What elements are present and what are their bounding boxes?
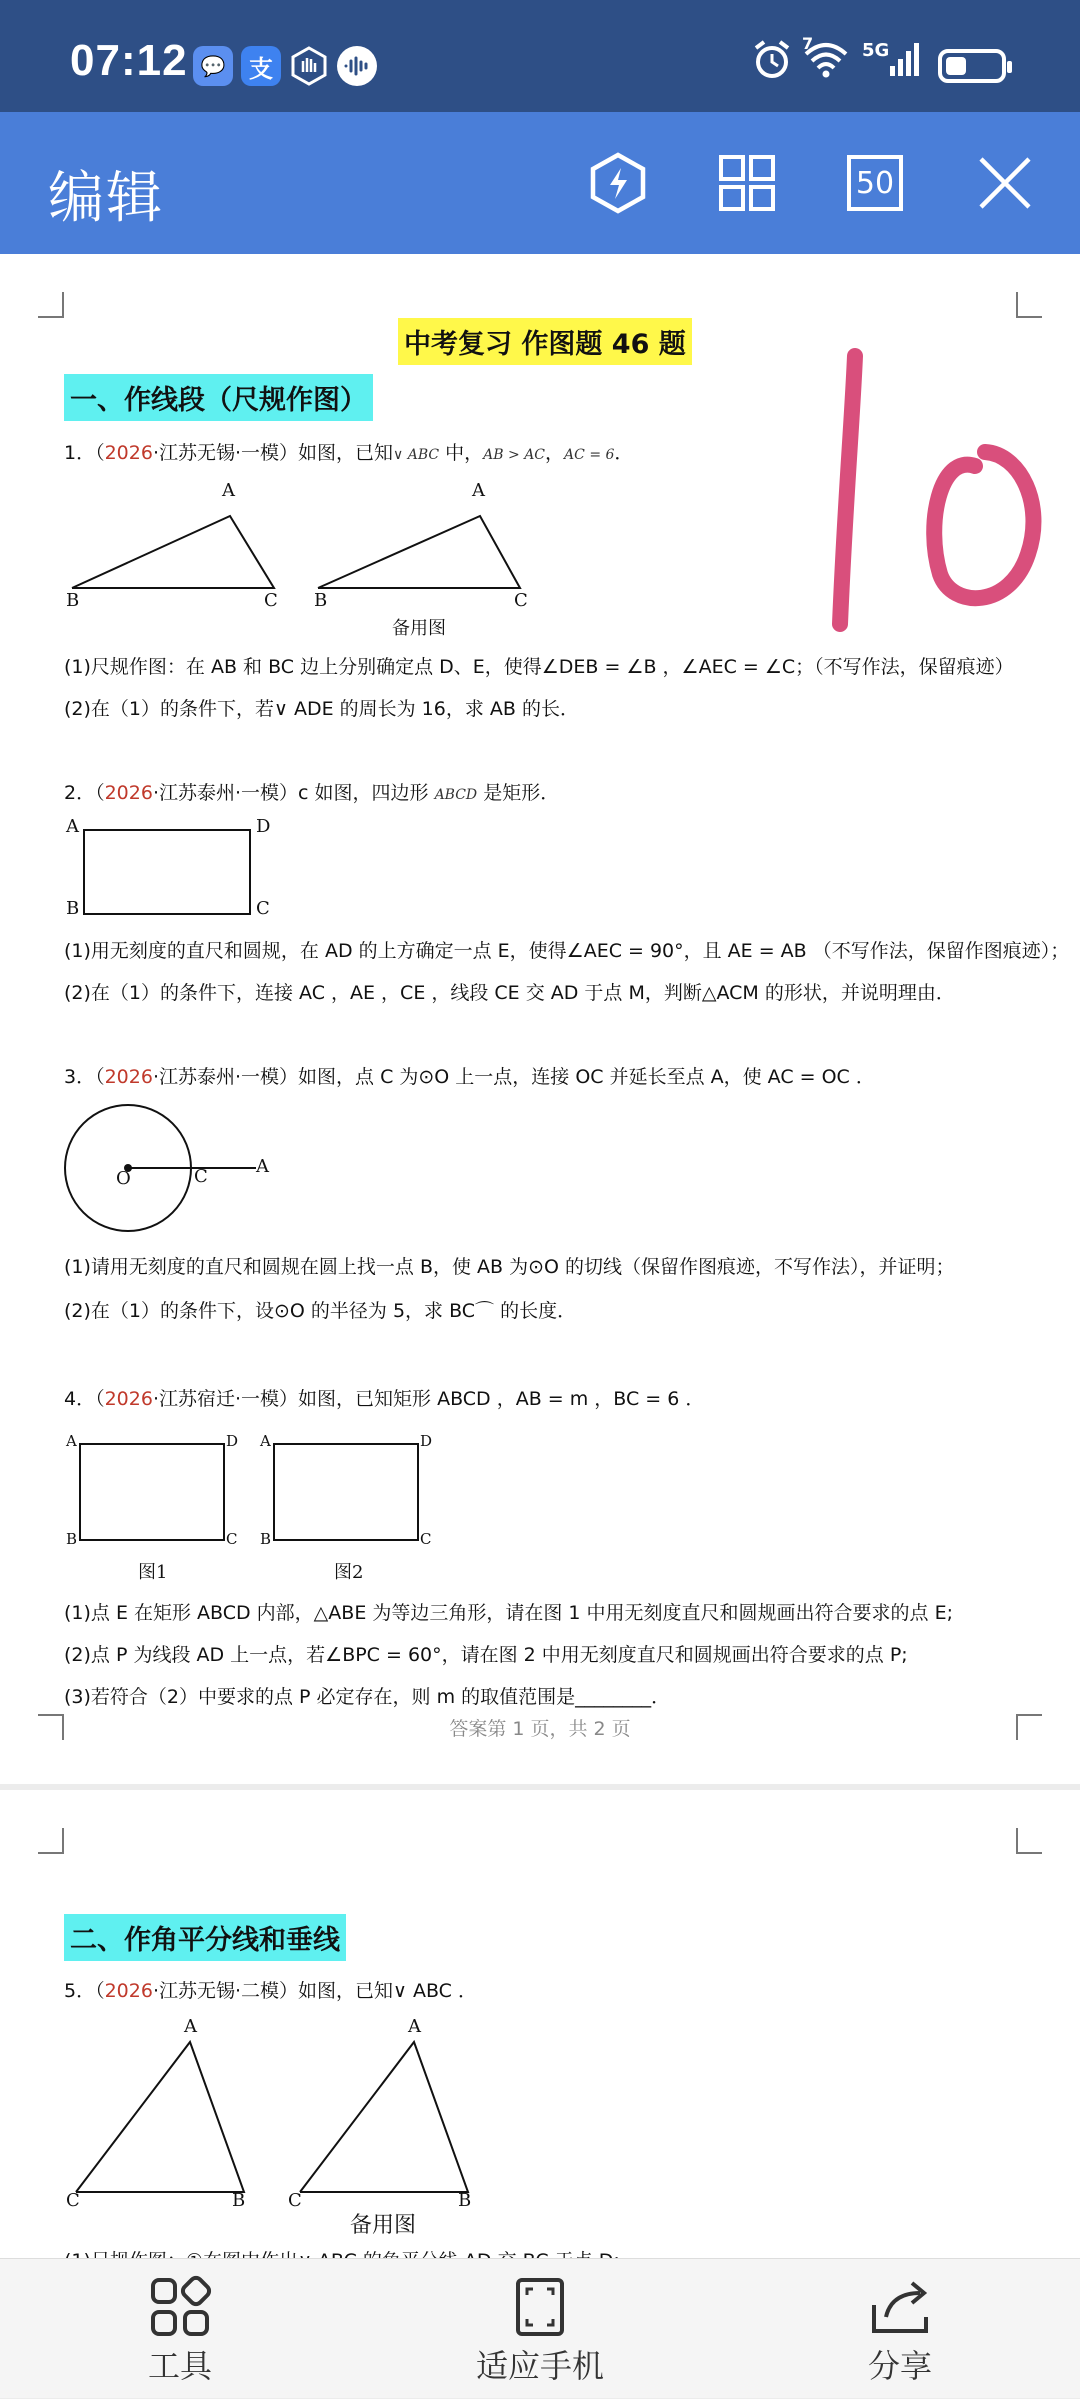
status-time: 07:12	[70, 36, 188, 85]
question-1: 1．（2026·江苏无锡·一模）如图，已知∨ ABC 中，AB > AC，AC = 6．	[64, 442, 634, 464]
share-label: 分享	[867, 2347, 932, 2385]
question-2-part-2: (2)在（1）的条件下，连接 AC ，AE ，CE ，线段 CE 交 AD 于点 M，判断△ACM 的形状，并说明理由．	[64, 982, 955, 1004]
page-corner-mark	[38, 1828, 64, 1854]
q3-circle-figure	[60, 1104, 280, 1244]
vertex-label: A	[222, 480, 235, 501]
messages-app-icon: 💬	[193, 46, 233, 86]
page-corner-mark	[38, 1714, 64, 1740]
page-count-box	[847, 155, 903, 211]
question-4-part-3: (3)若符合（2）中要求的点 P 必定存在，则 m 的取值范围是________．	[64, 1686, 671, 1708]
vertex-label: B	[232, 2190, 246, 2211]
vertex-label: A	[408, 2016, 421, 2037]
tools-label: 工具	[147, 2347, 212, 2385]
vertex-label: D	[420, 1432, 433, 1450]
page-title: 编辑	[48, 166, 164, 231]
tools-icon	[150, 2277, 210, 2337]
figure-caption: 图1	[138, 1562, 168, 1583]
vertex-label: A	[66, 1432, 77, 1450]
figure-caption: 备用图	[392, 618, 446, 639]
vertex-label: A	[184, 2016, 197, 2037]
share-icon	[868, 2277, 932, 2337]
share-button[interactable]	[770, 2259, 1030, 2399]
wifi-icon	[802, 34, 854, 84]
vertex-label: B	[260, 1530, 272, 1548]
q5-triangle-figure	[60, 2032, 500, 2212]
vertex-label: A	[66, 816, 79, 837]
fit-screen-icon	[515, 2277, 565, 2337]
close-button[interactable]	[970, 148, 1040, 218]
tools-button[interactable]	[50, 2259, 310, 2399]
q1-triangle-figure	[60, 500, 540, 610]
fit-phone-button[interactable]	[410, 2259, 670, 2399]
handwritten-annotation	[800, 334, 1060, 634]
question-3-part-2: (2)在（1）的条件下，设⊙O 的半径为 5，求 BC⌒ 的长度．	[64, 1300, 577, 1322]
question-3-part-1: (1)请用无刻度的直尺和圆规在圆上找一点 B，使 AB 为⊙O 的切线（保留作图痕迹，不写作法），并证明；	[64, 1256, 955, 1278]
figure-caption: 备用图	[350, 2213, 417, 2238]
page-corner-mark	[1016, 1828, 1042, 1854]
question-4-part-1: (1)点 E 在矩形 ABCD 内部，△ABE 为等边三角形，请在图 1 中用无刻度直尺和圆规画出符合要求的点 E;	[64, 1602, 953, 1624]
vertex-label: B	[66, 590, 80, 611]
vertex-label: C	[288, 2190, 302, 2211]
document-page-1[interactable]	[0, 254, 1080, 1784]
close-icon	[977, 155, 1033, 211]
vertex-label: C	[66, 2190, 80, 2211]
question-source-year: 2026	[104, 442, 153, 464]
quick-action-button[interactable]	[583, 148, 653, 218]
alarm-icon	[752, 40, 792, 84]
page-corner-mark	[38, 292, 64, 318]
signal-icon	[862, 40, 922, 84]
vertex-label: D	[226, 1432, 239, 1450]
question-2: 2．（2026·江苏泰州·一模）c 如图，四边形 ABCD 是矩形．	[64, 782, 560, 804]
alipay-app-icon: 支	[241, 46, 281, 86]
section-heading-2: 二、作角平分线和垂线	[64, 1914, 346, 1961]
page-corner-mark	[1016, 1714, 1042, 1740]
vertex-label: D	[256, 816, 271, 837]
figure-caption: 图2	[334, 1562, 364, 1583]
vertex-label: C	[514, 590, 528, 611]
battery-icon	[938, 49, 1006, 83]
point-label: A	[256, 1156, 269, 1177]
vertex-label: B	[458, 2190, 472, 2211]
question-1-part-2: (2)在（1）的条件下，若∨ ADE 的周长为 16，求 AB 的长．	[64, 698, 579, 720]
document-page-2[interactable]	[0, 1790, 1080, 2260]
page-footer: 答案第 1 页，共 2 页	[449, 1718, 631, 1740]
vertex-label: B	[314, 590, 328, 611]
page-corner-mark	[1016, 292, 1042, 318]
question-3: 3．（2026·江苏泰州·一模）如图，点 C 为⊙O 上一点，连接 OC 并延长至点 A，使 AC = OC ．	[64, 1066, 875, 1088]
app-header	[0, 112, 1080, 254]
vertex-label: A	[472, 480, 485, 501]
point-label: C	[194, 1166, 208, 1187]
vertex-label: C	[226, 1530, 238, 1548]
gesture-app-icon	[289, 46, 329, 86]
vertex-label: A	[260, 1432, 271, 1450]
vertex-label: C	[264, 590, 278, 611]
page-count-button[interactable]	[840, 148, 910, 218]
status-bar	[0, 0, 1080, 112]
fit-phone-label: 适应手机	[475, 2347, 604, 2385]
q2-rectangle-figure	[60, 824, 260, 924]
question-1-part-1: (1)尺规作图：在 AB 和 BC 边上分别确定点 D、E，使得∠DEB = ∠B ，∠AEC = ∠C；（不写作法，保留痕迹）	[64, 656, 1014, 678]
vertex-label: B	[66, 898, 80, 919]
audio-app-icon	[337, 46, 377, 86]
point-label: O	[116, 1168, 131, 1189]
vertex-label: B	[66, 1530, 78, 1548]
vertex-label: C	[420, 1530, 432, 1548]
section-heading-1: 一、作线段（尺规作图）	[64, 374, 373, 421]
page-count: 50	[855, 165, 895, 201]
vertex-label: C	[256, 898, 270, 919]
grid-view-button[interactable]	[712, 148, 782, 218]
question-5: 5．（2026·江苏无锡·二模）如图，已知∨ ABC ．	[64, 1980, 477, 2002]
document-title: 中考复习 作图题 46 题	[398, 318, 692, 365]
question-4: 4．（2026·江苏宿迁·一模）如图，已知矩形 ABCD ，AB = m ，BC = 6 ．	[64, 1388, 705, 1410]
question-2-part-1: (1)用无刻度的直尺和圆规，在 AD 的上方确定一点 E，使得∠AEC = 90°，且 AE = AB （不写作法，保留作图痕迹）；	[64, 940, 1070, 962]
question-4-part-2: (2)点 P 为线段 AD 上一点，若∠BPC = 60°，请在图 2 中用无刻度直尺和圆规画出符合要求的点 P;	[64, 1644, 908, 1666]
bottom-toolbar	[0, 2258, 1080, 2398]
network-type: 5G	[862, 40, 890, 61]
wifi-badge: 7	[802, 34, 814, 53]
